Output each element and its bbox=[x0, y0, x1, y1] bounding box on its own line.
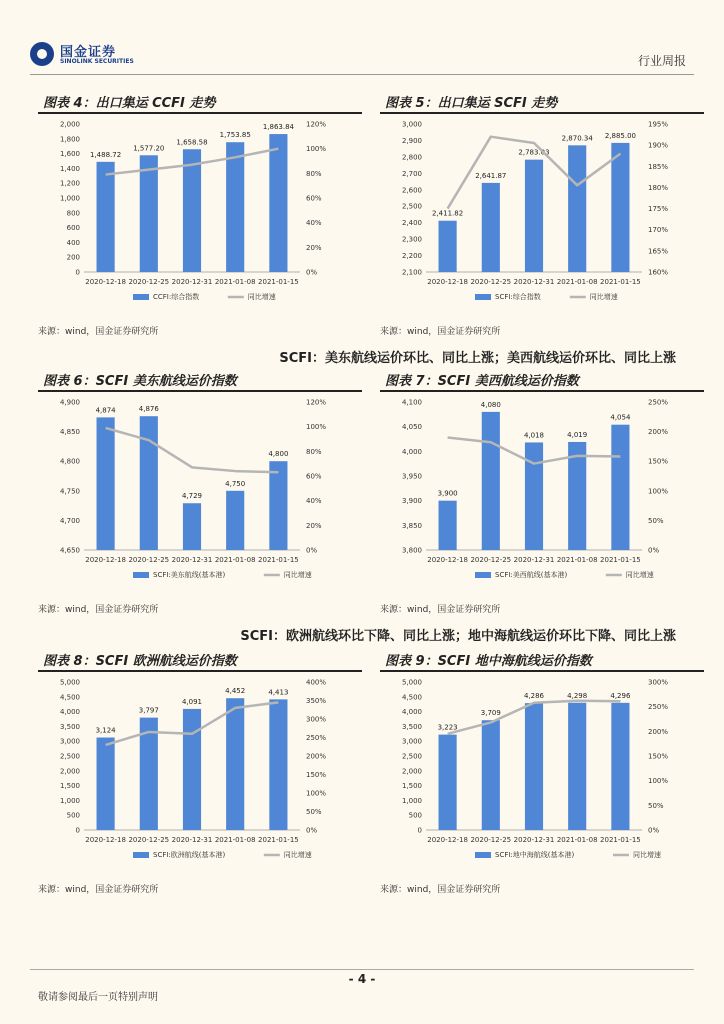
y-tick-label: 3,800 bbox=[401, 546, 422, 555]
y2-tick-label: 20% bbox=[306, 521, 322, 530]
y2-tick-label: 190% bbox=[648, 141, 669, 150]
x-tick-label: 2020-12-18 bbox=[85, 556, 126, 564]
bar bbox=[482, 720, 500, 830]
bar bbox=[611, 143, 629, 272]
x-tick-label: 2020-12-31 bbox=[513, 278, 555, 286]
y2-tick-label: 175% bbox=[648, 205, 669, 214]
y-tick-label: 5,000 bbox=[59, 678, 80, 687]
legend-line-label: 同比增速 bbox=[633, 851, 661, 859]
y-tick-label: 500 bbox=[408, 811, 422, 820]
legend-bar-swatch bbox=[475, 852, 491, 858]
x-tick-label: 2020-12-31 bbox=[171, 556, 213, 564]
figure-title: 图表 8：SCFI 欧洲航线运价指数 bbox=[43, 654, 237, 669]
x-tick-label: 2021-01-15 bbox=[258, 556, 299, 564]
data-label: 3,900 bbox=[437, 489, 458, 498]
x-tick-label: 2020-12-31 bbox=[171, 836, 213, 844]
data-label: 4,019 bbox=[567, 430, 588, 439]
figure-title: 图表 9：SCFI 地中海航线运价指数 bbox=[385, 654, 592, 669]
y2-tick-label: 50% bbox=[306, 808, 322, 816]
legend-line-label: 同比增速 bbox=[283, 571, 312, 579]
data-label: 4,054 bbox=[610, 413, 631, 422]
legend-line-label: 同比增速 bbox=[283, 851, 312, 859]
x-tick-label: 2021-01-15 bbox=[600, 278, 641, 286]
y-tick-label: 4,000 bbox=[59, 708, 80, 717]
y2-tick-label: 200% bbox=[648, 428, 669, 437]
header-divider bbox=[30, 74, 694, 75]
y2-tick-label: 195% bbox=[648, 120, 669, 129]
data-label: 4,729 bbox=[181, 492, 203, 501]
bar bbox=[226, 142, 244, 272]
data-label: 3,797 bbox=[138, 706, 159, 715]
figure-9 bbox=[380, 650, 704, 908]
legend-bar-label: CCFI:综合指数 bbox=[153, 293, 200, 301]
legend-line-label: 同比增速 bbox=[247, 293, 276, 301]
bar bbox=[525, 442, 543, 550]
data-label: 4,876 bbox=[138, 405, 159, 414]
data-label: 1,753.85 bbox=[219, 131, 251, 140]
section-heading-europe: SCFI：欧洲航线环比下降、同比上涨；地中海航线运价环比下降、同比上涨 bbox=[240, 629, 676, 644]
y2-tick-label: 150% bbox=[648, 752, 669, 761]
y2-tick-label: 350% bbox=[306, 697, 327, 705]
y2-tick-label: 100% bbox=[306, 789, 327, 798]
source-note: 来源：wind，国金证券研究所 bbox=[380, 885, 501, 895]
data-label: 3,223 bbox=[437, 723, 458, 732]
data-label: 2,783.03 bbox=[518, 148, 550, 157]
y-tick-label: 0 bbox=[75, 268, 80, 277]
figure-4 bbox=[38, 92, 362, 350]
y2-tick-label: 150% bbox=[306, 771, 327, 779]
y-tick-label: 4,750 bbox=[59, 487, 80, 496]
y2-tick-label: 50% bbox=[648, 801, 664, 810]
y-tick-label: 1,500 bbox=[401, 782, 422, 791]
data-label: 1,863.84 bbox=[262, 123, 294, 132]
y-tick-label: 2,300 bbox=[401, 235, 422, 244]
y2-tick-label: 165% bbox=[648, 247, 669, 256]
y2-tick-label: 0% bbox=[306, 546, 318, 555]
legend-bar-label: SCFI:地中海航线(基本港) bbox=[495, 851, 575, 859]
data-label: 1,488.72 bbox=[90, 150, 122, 159]
x-tick-label: 2020-12-31 bbox=[513, 836, 555, 844]
y-tick-label: 2,200 bbox=[401, 252, 422, 261]
legend-line-label: 同比增速 bbox=[625, 571, 654, 579]
y-tick-label: 2,800 bbox=[401, 153, 422, 162]
y2-tick-label: 60% bbox=[306, 194, 322, 203]
x-tick-label: 2020-12-18 bbox=[427, 278, 468, 286]
x-tick-label: 2021-01-08 bbox=[214, 278, 256, 286]
legend-bar-swatch bbox=[475, 294, 491, 300]
y-tick-label: 4,650 bbox=[59, 546, 80, 555]
yoy-line bbox=[106, 428, 279, 472]
data-label: 1,658.58 bbox=[176, 138, 208, 147]
scfi-chart bbox=[380, 114, 704, 318]
y-tick-label: 4,500 bbox=[59, 693, 80, 702]
x-tick-label: 2020-12-25 bbox=[128, 278, 170, 286]
y-tick-label: 2,700 bbox=[401, 169, 422, 178]
bar bbox=[611, 703, 629, 830]
footer-divider bbox=[30, 969, 694, 970]
y2-tick-label: 250% bbox=[306, 734, 327, 742]
legend-bar-label: SCFI:美东航线(基本港) bbox=[153, 571, 226, 579]
legend-bar-swatch bbox=[133, 572, 149, 578]
logo-name-cn: 国金证券 bbox=[60, 45, 117, 60]
figure-title: 图表 7：SCFI 美西航线运价指数 bbox=[385, 374, 579, 389]
x-tick-label: 2020-12-18 bbox=[427, 836, 468, 844]
data-label: 2,870.34 bbox=[561, 134, 593, 143]
y-tick-label: 1,000 bbox=[401, 796, 422, 805]
y-tick-label: 1,400 bbox=[59, 164, 80, 173]
logo-mark-icon bbox=[30, 42, 54, 66]
legend-bar-label: SCFI:综合指数 bbox=[495, 293, 541, 301]
y-tick-label: 2,600 bbox=[401, 186, 422, 195]
y-tick-label: 4,500 bbox=[401, 693, 422, 702]
data-label: 4,286 bbox=[523, 692, 545, 701]
y-tick-label: 500 bbox=[66, 811, 80, 820]
y2-tick-label: 250% bbox=[648, 703, 669, 712]
y-tick-label: 2,500 bbox=[59, 752, 80, 761]
y-tick-label: 4,050 bbox=[401, 423, 422, 432]
data-label: 4,080 bbox=[480, 400, 501, 409]
y-tick-label: 4,700 bbox=[59, 516, 80, 525]
logo-name-en: SINOLINK SECURITIES bbox=[60, 58, 134, 65]
bar bbox=[183, 709, 201, 830]
y-tick-label: 1,200 bbox=[59, 179, 80, 188]
bar bbox=[140, 155, 158, 272]
y2-tick-label: 120% bbox=[306, 398, 327, 407]
bar bbox=[97, 162, 115, 272]
page-header bbox=[0, 0, 724, 78]
y2-tick-label: 185% bbox=[648, 162, 669, 171]
legend-bar-label: SCFI:欧洲航线(基本港) bbox=[153, 851, 226, 859]
bar bbox=[439, 501, 457, 550]
us-west-chart bbox=[380, 392, 704, 596]
y-tick-label: 1,600 bbox=[59, 150, 80, 159]
y-tick-label: 0 bbox=[417, 826, 422, 835]
y2-tick-label: 100% bbox=[306, 423, 327, 432]
bar bbox=[269, 699, 287, 830]
data-label: 2,885.00 bbox=[604, 131, 636, 140]
data-label: 4,018 bbox=[523, 431, 545, 440]
bar bbox=[568, 145, 586, 272]
x-tick-label: 2021-01-08 bbox=[556, 836, 598, 844]
bar bbox=[226, 491, 244, 550]
y-tick-label: 2,000 bbox=[59, 120, 80, 129]
figure-title: 图表 6：SCFI 美东航线运价指数 bbox=[43, 374, 237, 389]
bar bbox=[611, 425, 629, 550]
y-tick-label: 4,100 bbox=[401, 398, 422, 407]
y-tick-label: 2,500 bbox=[401, 752, 422, 761]
y2-tick-label: 20% bbox=[306, 243, 322, 252]
x-tick-label: 2021-01-15 bbox=[600, 836, 641, 844]
y-tick-label: 4,800 bbox=[59, 457, 80, 466]
bar bbox=[97, 417, 115, 550]
bar bbox=[140, 416, 158, 550]
source-note: 来源：wind，国金证券研究所 bbox=[380, 605, 501, 615]
bar bbox=[525, 703, 543, 830]
x-tick-label: 2020-12-25 bbox=[128, 836, 170, 844]
x-tick-label: 2020-12-25 bbox=[470, 836, 512, 844]
y-tick-label: 400 bbox=[66, 238, 80, 247]
y-tick-label: 4,900 bbox=[59, 398, 80, 407]
data-label: 2,411.82 bbox=[432, 209, 464, 218]
figure-8 bbox=[38, 650, 362, 908]
y2-tick-label: 250% bbox=[648, 398, 669, 407]
y-tick-label: 600 bbox=[66, 224, 80, 233]
legend-bar-label: SCFI:美西航线(基本港) bbox=[495, 571, 568, 579]
y-tick-label: 2,500 bbox=[401, 202, 422, 211]
data-label: 2,641.87 bbox=[475, 171, 507, 180]
y-tick-label: 1,500 bbox=[59, 782, 80, 791]
y2-tick-label: 200% bbox=[648, 727, 669, 736]
y2-tick-label: 100% bbox=[648, 777, 669, 786]
legend-bar-swatch bbox=[133, 294, 149, 300]
data-label: 4,874 bbox=[95, 406, 116, 415]
y2-tick-label: 80% bbox=[306, 447, 322, 456]
data-label: 1,577.20 bbox=[133, 144, 165, 153]
y-tick-label: 3,000 bbox=[401, 737, 422, 746]
x-tick-label: 2020-12-18 bbox=[427, 556, 468, 564]
y2-tick-label: 200% bbox=[306, 752, 327, 761]
data-label: 4,750 bbox=[225, 479, 246, 488]
source-note: 来源：wind，国金证券研究所 bbox=[38, 327, 159, 337]
source-note: 来源：wind，国金证券研究所 bbox=[38, 605, 159, 615]
data-label: 4,091 bbox=[181, 697, 203, 706]
bar bbox=[439, 735, 457, 830]
us-east-chart bbox=[38, 392, 362, 596]
data-label: 4,800 bbox=[268, 450, 289, 459]
y2-tick-label: 50% bbox=[648, 516, 664, 525]
legend-line-label: 同比增速 bbox=[589, 293, 618, 301]
y-tick-label: 4,000 bbox=[401, 447, 422, 456]
mediterranean-chart bbox=[380, 672, 704, 876]
bar bbox=[525, 160, 543, 272]
y-tick-label: 3,500 bbox=[401, 722, 422, 731]
y2-tick-label: 180% bbox=[648, 183, 669, 192]
x-tick-label: 2021-01-08 bbox=[556, 278, 598, 286]
legend-bar-swatch bbox=[475, 572, 491, 578]
y-tick-label: 3,900 bbox=[401, 497, 422, 506]
y2-tick-label: 160% bbox=[648, 268, 669, 277]
x-tick-label: 2020-12-31 bbox=[513, 556, 555, 564]
y2-tick-label: 40% bbox=[306, 497, 322, 506]
y-tick-label: 2,900 bbox=[401, 136, 422, 145]
x-tick-label: 2021-01-15 bbox=[258, 836, 299, 844]
y2-tick-label: 0% bbox=[306, 826, 318, 835]
y-tick-label: 3,500 bbox=[59, 722, 80, 731]
data-label: 4,413 bbox=[268, 688, 289, 697]
bar bbox=[482, 183, 500, 272]
y-tick-label: 1,000 bbox=[59, 194, 80, 203]
y-tick-label: 4,850 bbox=[59, 428, 80, 437]
y-tick-label: 3,000 bbox=[59, 737, 80, 746]
figure-5 bbox=[380, 92, 704, 350]
y-tick-label: 5,000 bbox=[401, 678, 422, 687]
y-tick-label: 1,000 bbox=[59, 796, 80, 805]
y-tick-label: 2,000 bbox=[401, 767, 422, 776]
y2-tick-label: 60% bbox=[306, 472, 322, 481]
x-tick-label: 2020-12-25 bbox=[470, 278, 512, 286]
x-tick-label: 2021-01-15 bbox=[258, 278, 299, 286]
y-tick-label: 0 bbox=[75, 826, 80, 835]
y-tick-label: 1,800 bbox=[59, 135, 80, 144]
x-tick-label: 2021-01-15 bbox=[600, 556, 641, 564]
source-note: 来源：wind，国金证券研究所 bbox=[38, 885, 159, 895]
bar bbox=[183, 503, 201, 550]
y2-tick-label: 300% bbox=[306, 715, 327, 724]
figure-title: 图表 4：出口集运 CCFI 走势 bbox=[43, 96, 216, 111]
data-label: 4,452 bbox=[225, 687, 246, 696]
y-tick-label: 800 bbox=[66, 209, 80, 218]
x-tick-label: 2021-01-08 bbox=[214, 556, 256, 564]
y-tick-label: 2,100 bbox=[401, 268, 422, 277]
y2-tick-label: 100% bbox=[648, 487, 669, 496]
y2-tick-label: 0% bbox=[306, 268, 318, 277]
europe-chart bbox=[38, 672, 362, 876]
figure-6 bbox=[38, 370, 362, 628]
y2-tick-label: 80% bbox=[306, 169, 322, 178]
data-label: 4,296 bbox=[610, 691, 631, 700]
bar bbox=[269, 134, 287, 272]
bar bbox=[568, 703, 586, 830]
figure-7 bbox=[380, 370, 704, 628]
source-note: 来源：wind，国金证券研究所 bbox=[380, 327, 501, 337]
y2-tick-label: 40% bbox=[306, 219, 322, 228]
bar bbox=[439, 221, 457, 272]
bar bbox=[97, 738, 115, 830]
bar bbox=[226, 698, 244, 830]
data-label: 4,298 bbox=[567, 691, 588, 700]
y-tick-label: 2,000 bbox=[59, 767, 80, 776]
data-label: 3,709 bbox=[480, 709, 501, 718]
report-type-label: 行业周报 bbox=[637, 54, 686, 68]
x-tick-label: 2020-12-18 bbox=[85, 836, 126, 844]
y-tick-label: 3,850 bbox=[401, 521, 422, 530]
y2-tick-label: 300% bbox=[648, 678, 669, 687]
y-tick-label: 2,400 bbox=[401, 219, 422, 228]
bar bbox=[269, 461, 287, 550]
x-tick-label: 2020-12-25 bbox=[470, 556, 512, 564]
x-tick-label: 2020-12-25 bbox=[128, 556, 170, 564]
legend-bar-swatch bbox=[133, 852, 149, 858]
y2-tick-label: 400% bbox=[306, 678, 327, 687]
figure-title: 图表 5：出口集运 SCFI 走势 bbox=[385, 96, 558, 111]
y2-tick-label: 150% bbox=[648, 457, 669, 466]
x-tick-label: 2020-12-31 bbox=[171, 278, 213, 286]
bar bbox=[482, 412, 500, 550]
data-label: 3,124 bbox=[95, 726, 116, 735]
x-tick-label: 2020-12-18 bbox=[85, 278, 126, 286]
x-tick-label: 2021-01-08 bbox=[214, 836, 256, 844]
y-tick-label: 200 bbox=[66, 253, 80, 262]
ccfi-chart bbox=[38, 114, 362, 318]
y-tick-label: 3,000 bbox=[401, 120, 422, 129]
y2-tick-label: 120% bbox=[306, 120, 327, 129]
section-heading-us: SCFI：美东航线运价环比、同比上涨；美西航线运价环比、同比上涨 bbox=[279, 351, 676, 366]
y2-tick-label: 170% bbox=[648, 226, 669, 235]
company-logo bbox=[30, 40, 140, 70]
page-number: - 4 - bbox=[348, 972, 376, 986]
x-tick-label: 2021-01-08 bbox=[556, 556, 598, 564]
disclaimer: 敬请参阅最后一页特别声明 bbox=[38, 992, 158, 1003]
y2-tick-label: 0% bbox=[648, 826, 660, 835]
bar bbox=[183, 149, 201, 272]
y2-tick-label: 100% bbox=[306, 145, 327, 154]
y2-tick-label: 0% bbox=[648, 546, 660, 555]
y-tick-label: 4,000 bbox=[401, 708, 422, 717]
y-tick-label: 3,950 bbox=[401, 472, 422, 481]
